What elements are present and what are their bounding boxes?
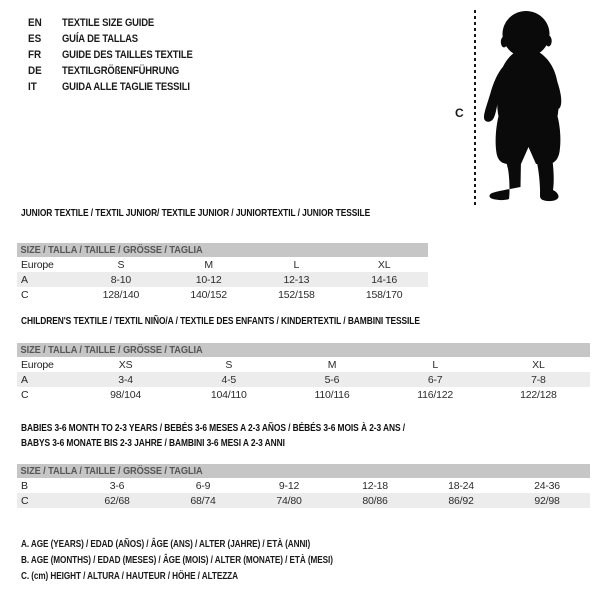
size-cell: 18-24 bbox=[448, 479, 474, 492]
table-row bbox=[17, 493, 590, 508]
legend-age-years: A. AGE (YEARS) / EDAD (AÑOS) / ÂGE (ANS) / ALTER (JAHRE) / ETÀ (ANNI) bbox=[21, 538, 311, 550]
size-cell: 10-12 bbox=[195, 273, 222, 286]
row-label: C bbox=[21, 494, 29, 507]
row-label: A bbox=[21, 273, 28, 286]
size-cell: 116/122 bbox=[417, 388, 454, 401]
height-measure-label: C bbox=[455, 106, 464, 120]
size-cell: 158/170 bbox=[365, 288, 403, 301]
guide-title: GUIDE DES TAILLES TEXTILE bbox=[62, 49, 193, 61]
size-cell: 12-13 bbox=[283, 273, 310, 286]
size-cell: XL bbox=[532, 358, 545, 371]
row-label: A bbox=[21, 373, 28, 386]
size-cell: 4-5 bbox=[221, 373, 237, 386]
toddler-silhouette-icon bbox=[483, 11, 573, 204]
legend-height-cm: C. (cm) HEIGHT / ALTURA / HAUTEUR / HÖHE / ALTEZZA bbox=[21, 570, 238, 582]
size-cell: 3-4 bbox=[118, 373, 133, 386]
guide-title: TEXTILGRÖßENFÜHRUNG bbox=[62, 65, 180, 77]
size-cell: 62/68 bbox=[104, 494, 130, 507]
size-cell: 9-12 bbox=[278, 479, 300, 492]
size-cell: 12-18 bbox=[362, 479, 388, 492]
language-title-list bbox=[28, 15, 214, 95]
language-code: IT bbox=[28, 81, 37, 93]
legend-age-months: B. AGE (MONTHS) / EDAD (MESES) / ÂGE (MOIS) / ALTER (MONATE) / ETÀ (MESI) bbox=[21, 554, 333, 566]
row-label: Europe bbox=[21, 258, 54, 271]
size-cell: 24-36 bbox=[534, 479, 560, 492]
table-row bbox=[17, 387, 590, 402]
row-label: B bbox=[21, 479, 28, 492]
section-title-children: CHILDREN'S TEXTILE / TEXTIL NIÑO/A / TEXTILE DES ENFANTS / KINDERTEXTIL / BAMBINI TESSILE bbox=[21, 315, 420, 327]
language-code: ES bbox=[28, 33, 42, 45]
section-title-junior: JUNIOR TEXTILE / TEXTIL JUNIOR/ TEXTILE JUNIOR / JUNIORTEXTIL / JUNIOR TESSILE bbox=[21, 207, 371, 219]
table-row bbox=[17, 357, 590, 372]
size-cell: 140/152 bbox=[190, 288, 227, 301]
size-cell: L bbox=[293, 258, 300, 271]
size-cell: 152/158 bbox=[278, 288, 315, 301]
size-cell: S bbox=[117, 258, 125, 271]
size-header-band: SIZE / TALLA / TAILLE / GRÖSSE / TAGLIA bbox=[17, 243, 428, 257]
language-code: FR bbox=[28, 49, 42, 61]
size-cell: 128/140 bbox=[102, 288, 140, 301]
row-label: C bbox=[21, 388, 29, 401]
size-cell: 8-10 bbox=[110, 273, 131, 286]
size-cell: 5-6 bbox=[324, 373, 340, 386]
size-cell: 6-7 bbox=[427, 373, 443, 386]
list-item bbox=[28, 47, 214, 63]
size-cell: 68/74 bbox=[190, 494, 216, 507]
children-size-table bbox=[17, 343, 590, 402]
list-item bbox=[28, 15, 214, 31]
size-header-band: SIZE / TALLA / TAILLE / GRÖSSE / TAGLIA bbox=[17, 464, 590, 478]
language-code: EN bbox=[28, 17, 42, 29]
guide-title: GUIDA ALLE TAGLIE TESSILI bbox=[62, 81, 190, 93]
size-cell: 74/80 bbox=[276, 494, 302, 507]
size-cell: XL bbox=[377, 258, 391, 271]
row-label: Europe bbox=[21, 358, 54, 371]
size-cell: 7-8 bbox=[531, 373, 546, 386]
size-cell: L bbox=[432, 358, 438, 371]
size-header-band: SIZE / TALLA / TAILLE / GRÖSSE / TAGLIA bbox=[17, 343, 590, 357]
babies-size-table bbox=[17, 464, 590, 508]
height-dotted-line bbox=[474, 10, 476, 208]
size-cell: 110/116 bbox=[314, 388, 350, 401]
table-row bbox=[17, 257, 428, 272]
size-cell: 80/86 bbox=[362, 494, 388, 507]
size-cell: 98/104 bbox=[110, 388, 142, 401]
section-title-babies-line2: BABYS 3-6 MONATE BIS 2-3 JAHRE / BAMBINI 3-6 MESI A 2-3 ANNI bbox=[21, 437, 285, 449]
list-item bbox=[28, 31, 214, 47]
row-label: C bbox=[21, 288, 29, 301]
size-cell: S bbox=[225, 358, 233, 371]
guide-title: GUÍA DE TALLAS bbox=[62, 33, 138, 45]
size-cell: 92/98 bbox=[534, 494, 560, 507]
measurement-legend bbox=[21, 536, 421, 584]
size-cell: M bbox=[327, 358, 337, 371]
size-cell: 122/128 bbox=[520, 388, 557, 401]
size-cell: 3-6 bbox=[109, 479, 125, 492]
junior-size-table bbox=[17, 243, 428, 302]
list-item bbox=[28, 79, 214, 95]
size-cell: 104/110 bbox=[210, 388, 247, 401]
size-cell: 6-9 bbox=[195, 479, 211, 492]
table-row bbox=[17, 272, 428, 287]
table-row bbox=[17, 372, 590, 387]
language-code: DE bbox=[28, 65, 42, 77]
size-cell: XS bbox=[118, 358, 133, 371]
size-cell: 86/92 bbox=[448, 494, 474, 507]
size-cell: 14-16 bbox=[371, 273, 398, 286]
table-row bbox=[17, 478, 590, 493]
size-cell: M bbox=[204, 258, 213, 271]
guide-title: TEXTILE SIZE GUIDE bbox=[62, 17, 155, 29]
list-item bbox=[28, 63, 214, 79]
table-row bbox=[17, 287, 428, 302]
section-title-babies-line1: BABIES 3-6 MONTH TO 2-3 YEARS / BEBÉS 3-6 MESES A 2-3 AÑOS / BÉBÉS 3-6 MOIS À 2-3 ANS / bbox=[21, 422, 406, 434]
